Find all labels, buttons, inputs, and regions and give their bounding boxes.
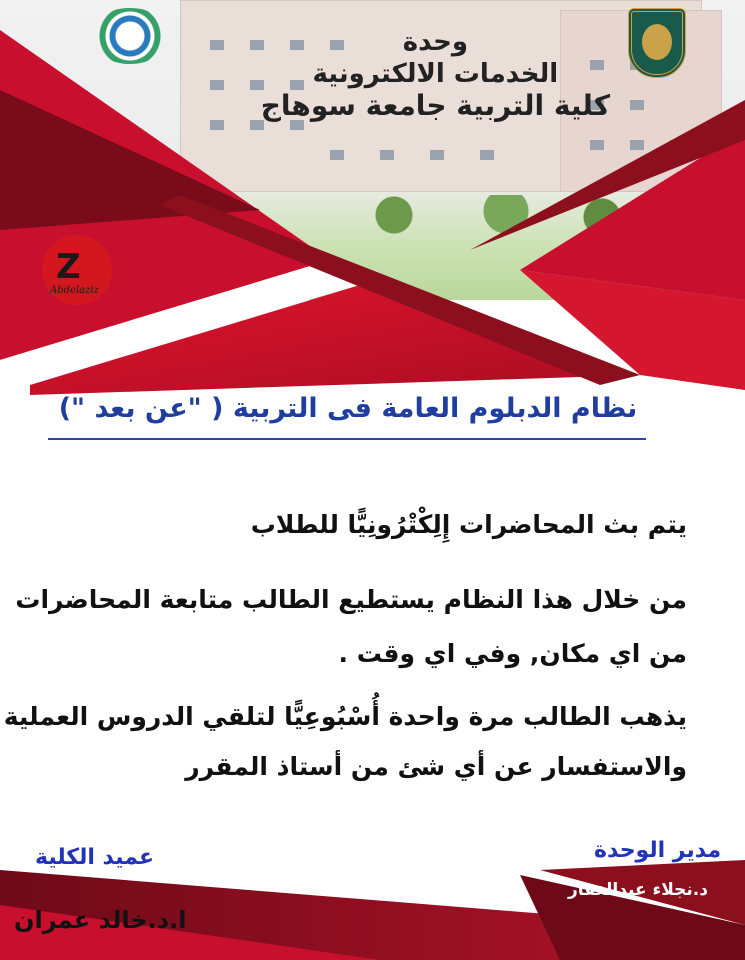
body-line-3: من اي مكان, وفي اي وقت . [338, 639, 687, 668]
abdelaziz-logo [42, 235, 112, 305]
header-faculty: كلية التربية جامعة سوهاج [260, 89, 610, 122]
unit-director-name: د.نجلاء عبدالغفار [568, 880, 708, 900]
unit-director-title: مدير الوحدة [594, 838, 722, 863]
dean-title: عميد الكلية [35, 845, 155, 870]
header-unit: وحدة [402, 27, 468, 57]
az-logo-mark: Z [56, 247, 81, 287]
body-line-5: والاستفسار عن أي شئ من أستاذ المقرر [185, 752, 687, 781]
sohag-university-seal-logo [628, 8, 686, 78]
body-line-4: يذهب الطالب مرة واحدة أُسْبُوعِيًّا لتلقي الدروس العملية [3, 702, 687, 731]
body-line-1: يتم بث المحاضرات إِلِكْتْرُونِيًّا للطلاب [250, 510, 687, 539]
dean-name: ا.د.خالد عمران [14, 906, 187, 934]
page-title: نظام الدبلوم العامة فى التربية ( "عن بعد ") [58, 393, 638, 424]
body-line-2: من خلال هذا النظام يستطيع الطالب متابعة المحاضرات [15, 585, 687, 614]
header-block [261, 26, 610, 122]
electronic-services-logo [90, 8, 170, 64]
title-underline [48, 438, 646, 440]
header-services: الخدمات الالكترونية [312, 59, 559, 89]
az-logo-text: Abdelaziz [50, 285, 99, 296]
